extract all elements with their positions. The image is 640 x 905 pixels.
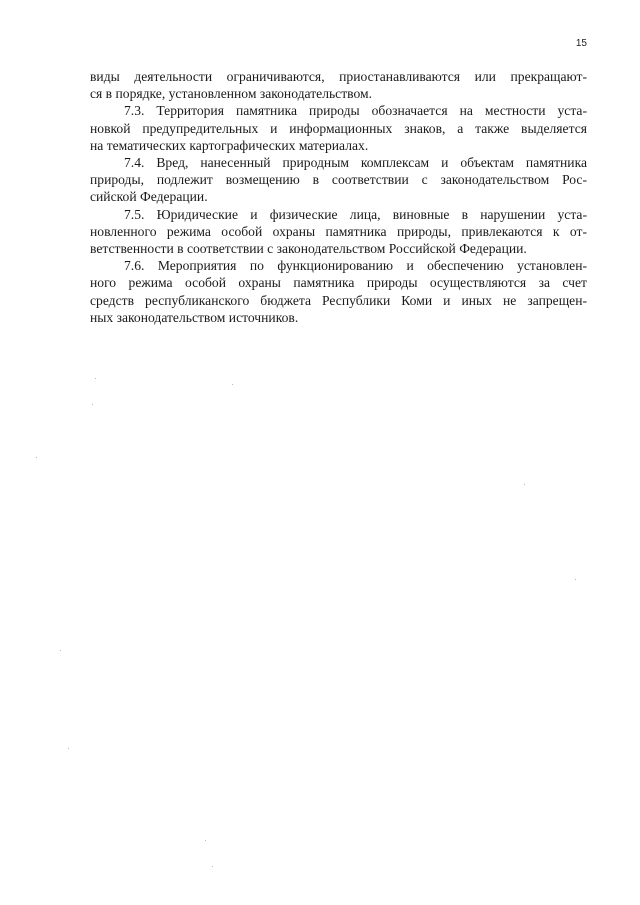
text-line: ветственности в соответствии с законодательством Российской Федерации. bbox=[90, 241, 527, 257]
paragraph-continuation bbox=[90, 68, 587, 102]
scan-speck bbox=[575, 579, 576, 580]
text-line: ных законодательством источников. bbox=[90, 309, 299, 325]
document-body bbox=[90, 68, 587, 326]
text-line: средств республиканского бюджета Республики Коми и иных не запрещен- bbox=[90, 292, 587, 308]
paragraph-7-5 bbox=[90, 206, 587, 258]
text-line: виды деятельности ограничиваются, приостанавливаются или прекращают- bbox=[90, 69, 587, 84]
text-line: 7.5. Юридические и физические лица, виновные в нарушении уста- bbox=[124, 206, 587, 222]
text-line: на тематических картографических материалах. bbox=[90, 137, 369, 153]
paragraph-7-4 bbox=[90, 154, 587, 206]
scan-speck bbox=[232, 384, 233, 385]
scan-speck bbox=[524, 484, 525, 485]
scan-speck bbox=[92, 404, 93, 405]
scan-speck bbox=[36, 457, 37, 458]
text-line: новленного режима особой охраны памятника природы, привлекаются к от- bbox=[90, 223, 587, 239]
text-line: ся в порядке, установленном законодательством. bbox=[90, 86, 373, 102]
text-line: сийской Федерации. bbox=[90, 189, 208, 205]
text-line: 7.3. Территория памятника природы обозначается на местности уста- bbox=[124, 103, 587, 119]
scan-speck bbox=[68, 748, 69, 749]
paragraph-7-3 bbox=[90, 102, 587, 154]
text-line: 7.4. Вред, нанесенный природным комплексам и объектам памятника bbox=[124, 155, 587, 171]
paragraph-7-6 bbox=[90, 257, 587, 326]
text-line: ного режима особой охраны памятника природы осуществляются за счет bbox=[90, 275, 587, 291]
scan-speck bbox=[95, 378, 96, 379]
text-line: 7.6. Мероприятия по функционированию и обеспечению установлен- bbox=[124, 258, 587, 274]
page-number: 15 bbox=[575, 38, 587, 49]
text-line: природы, подлежит возмещению в соответствии с законодательством Рос- bbox=[90, 172, 587, 188]
scan-speck bbox=[60, 650, 61, 651]
text-line: новкой предупредительных и информационных знаков, а также выделяется bbox=[90, 120, 587, 136]
scan-speck bbox=[212, 866, 213, 867]
scan-speck bbox=[205, 840, 206, 841]
